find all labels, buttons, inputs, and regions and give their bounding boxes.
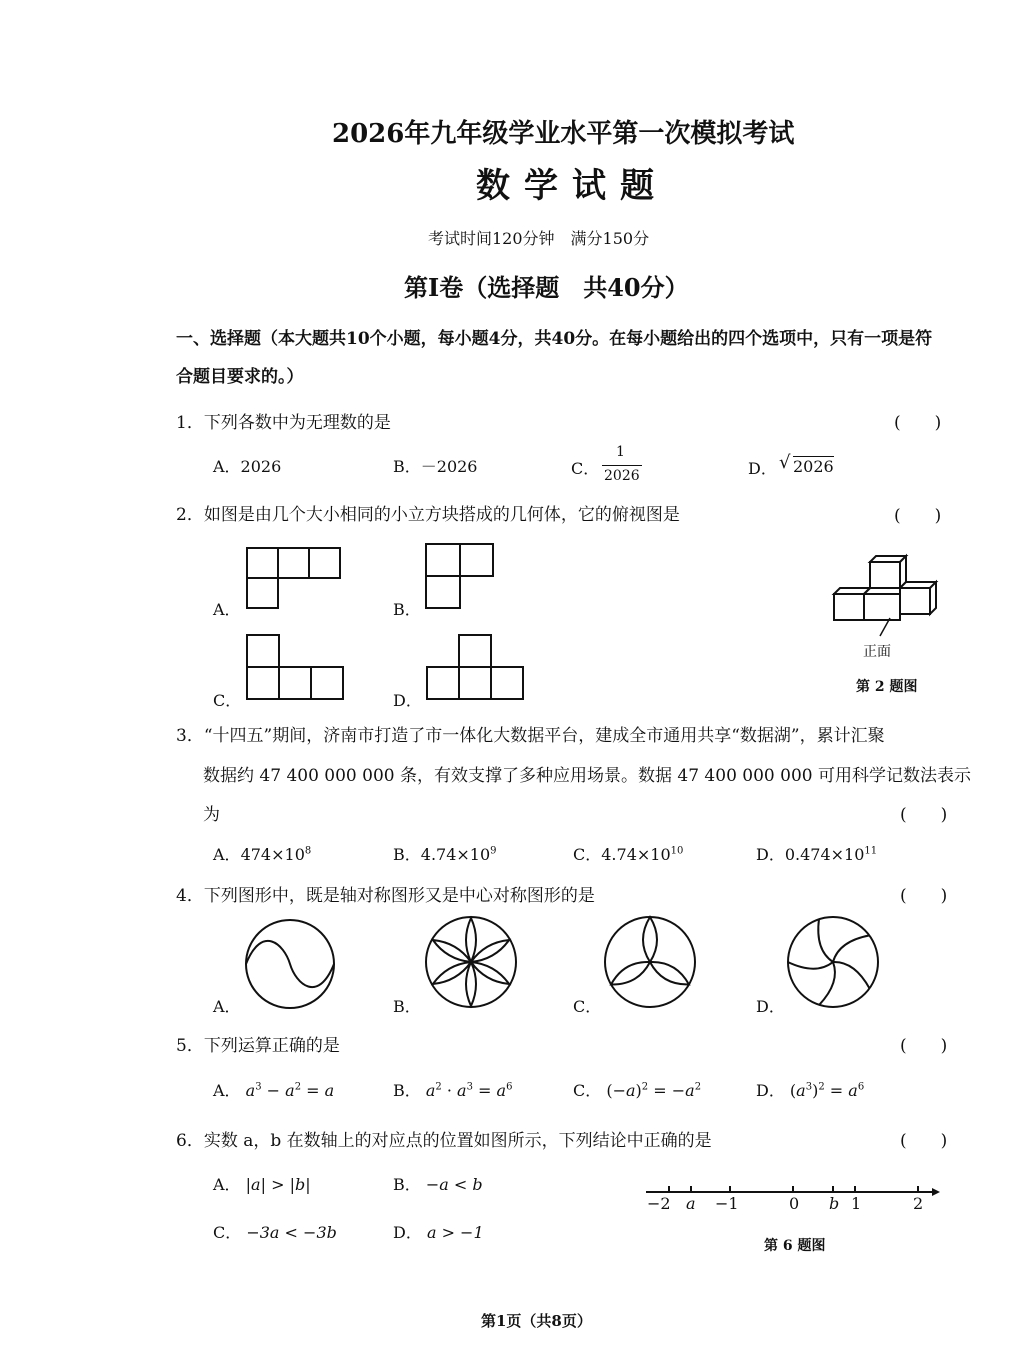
exam-title: 2026年九年级学业水平第一次模拟考试 [332, 119, 795, 149]
q5-option-c: C． $(-a)^2 = -a^2$ [573, 1081, 702, 1100]
q4-option-b-figure [424, 915, 518, 1009]
q3-option-d: D．$0.474\times 10^{11}$ [756, 845, 878, 864]
q5-stem: 5．下列运算正确的是 [176, 1036, 340, 1056]
q1-option-b: B．－2026 [393, 457, 478, 476]
instructions-line-2: 合题目要求的。） [176, 367, 304, 387]
axis-tick-1: 1 [851, 1194, 862, 1213]
q2-option-b-figure [425, 543, 495, 611]
q5-option-d: D． $(a^3)^2 = a^6$ [756, 1081, 865, 1100]
q4-option-c-figure [603, 915, 697, 1009]
q6-option-d-expr: a > −1 [426, 1223, 484, 1242]
q3-answer-paren: ( ) [900, 805, 948, 825]
q6-option-c-expr: −3a < −3b [246, 1223, 337, 1242]
q2-option-c-label: C． [213, 691, 242, 710]
q4-option-b-label: B． [393, 997, 421, 1016]
q6-option-b-expr: −a < b [425, 1175, 483, 1194]
axis-tick-neg1: −1 [715, 1194, 739, 1213]
axis-tick-neg2: −2 [647, 1194, 671, 1213]
axis-point-b: b [829, 1194, 840, 1213]
q2-option-b-label: B． [393, 600, 421, 619]
q4-answer-paren: ( ) [900, 886, 948, 906]
exam-info: 考试时间120分钟 满分150分 [428, 229, 650, 248]
q1-option-c-numerator: 1 [616, 444, 625, 460]
q2-answer-paren: ( ) [894, 506, 942, 526]
q4-option-d-label: D． [756, 997, 785, 1016]
q3-option-a: A．$474\times 10^8$ [213, 845, 312, 864]
axis-tick-2: 2 [913, 1194, 924, 1213]
page-footer: 第1页（共8页） [481, 1312, 592, 1330]
q5-answer-paren: ( ) [900, 1036, 948, 1056]
q6-option-c: C． −3a < −3b [213, 1223, 337, 1242]
q3-option-b: B．$4.74\times 10^9$ [393, 845, 497, 864]
part-title: 第I卷（选择题 共40分） [404, 273, 689, 302]
q4-option-a-label: A． [213, 997, 241, 1016]
q1-stem: 1．下列各数中为无理数的是 [176, 413, 391, 433]
q2-front-label: 正面 [863, 644, 891, 660]
q6-caption: 第 6 题图 [764, 1238, 826, 1254]
q6-stem: 6．实数 a，b 在数轴上的对应点的位置如图所示，下列结论中正确的是 [176, 1131, 712, 1151]
q5-option-b: B． $a^2 \cdot a^3 = a^6$ [393, 1081, 513, 1100]
q2-option-d-figure [426, 634, 526, 700]
q1-option-d-label: D． [748, 459, 777, 478]
q2-option-c-figure [246, 634, 346, 700]
q1-fraction-bar [602, 465, 642, 466]
q6-option-b: B． −a < b [393, 1175, 483, 1194]
q2-option-d-label: D． [393, 691, 422, 710]
instructions-line-1: 一、选择题（本大题共10个小题，每小题4分，共40分。在每小题给出的四个选项中，只有一项是符 [176, 329, 933, 349]
q2-stem: 2．如图是由几个大小相同的小立方块搭成的几何体，它的俯视图是 [176, 505, 680, 525]
q3-line-2: 数据约 47 400 000 000 条，有效支撑了多种应用场景。数据 47 400 000 000 可用科学记数法表示 [203, 766, 971, 786]
axis-tick-0: 0 [789, 1194, 800, 1213]
q1-option-d-radicand: 2026 [793, 457, 834, 476]
q4-stem: 4．下列图形中，既是轴对称图形又是中心对称图形的是 [176, 886, 595, 906]
subject-title: 数学试题 [476, 166, 668, 206]
q2-option-a-label: A． [213, 600, 241, 619]
q1-option-a: A．2026 [213, 457, 282, 476]
q5-option-a: A． $a^3 - a^2 = a$ [213, 1081, 335, 1100]
q3-option-c: C．$4.74\times 10^{10}$ [573, 845, 684, 864]
q2-option-a-figure [246, 547, 342, 611]
q3-line-3: 为 [203, 805, 220, 825]
q1-option-c-denominator: 2026 [604, 468, 640, 484]
q4-option-d-figure [786, 915, 880, 1009]
sqrt-sign: √ [779, 452, 791, 473]
q6-option-d: D． a > −1 [393, 1223, 484, 1242]
q1-option-c-label: C． [571, 459, 600, 478]
q2-cube-figure [830, 550, 940, 640]
axis-point-a: a [686, 1194, 696, 1213]
q1-answer-paren: ( ) [894, 413, 942, 433]
q4-option-a-figure [244, 918, 336, 1010]
q4-option-c-label: C． [573, 997, 602, 1016]
q3-line-1: 3．“十四五”期间，济南市打造了市一体化大数据平台，建成全市通用共享“数据湖”，累计汇聚 [176, 726, 885, 746]
q6-answer-paren: ( ) [900, 1131, 948, 1151]
q6-option-a: A． |a| > |b| [213, 1175, 311, 1194]
q2-caption: 第 2 题图 [856, 679, 918, 695]
